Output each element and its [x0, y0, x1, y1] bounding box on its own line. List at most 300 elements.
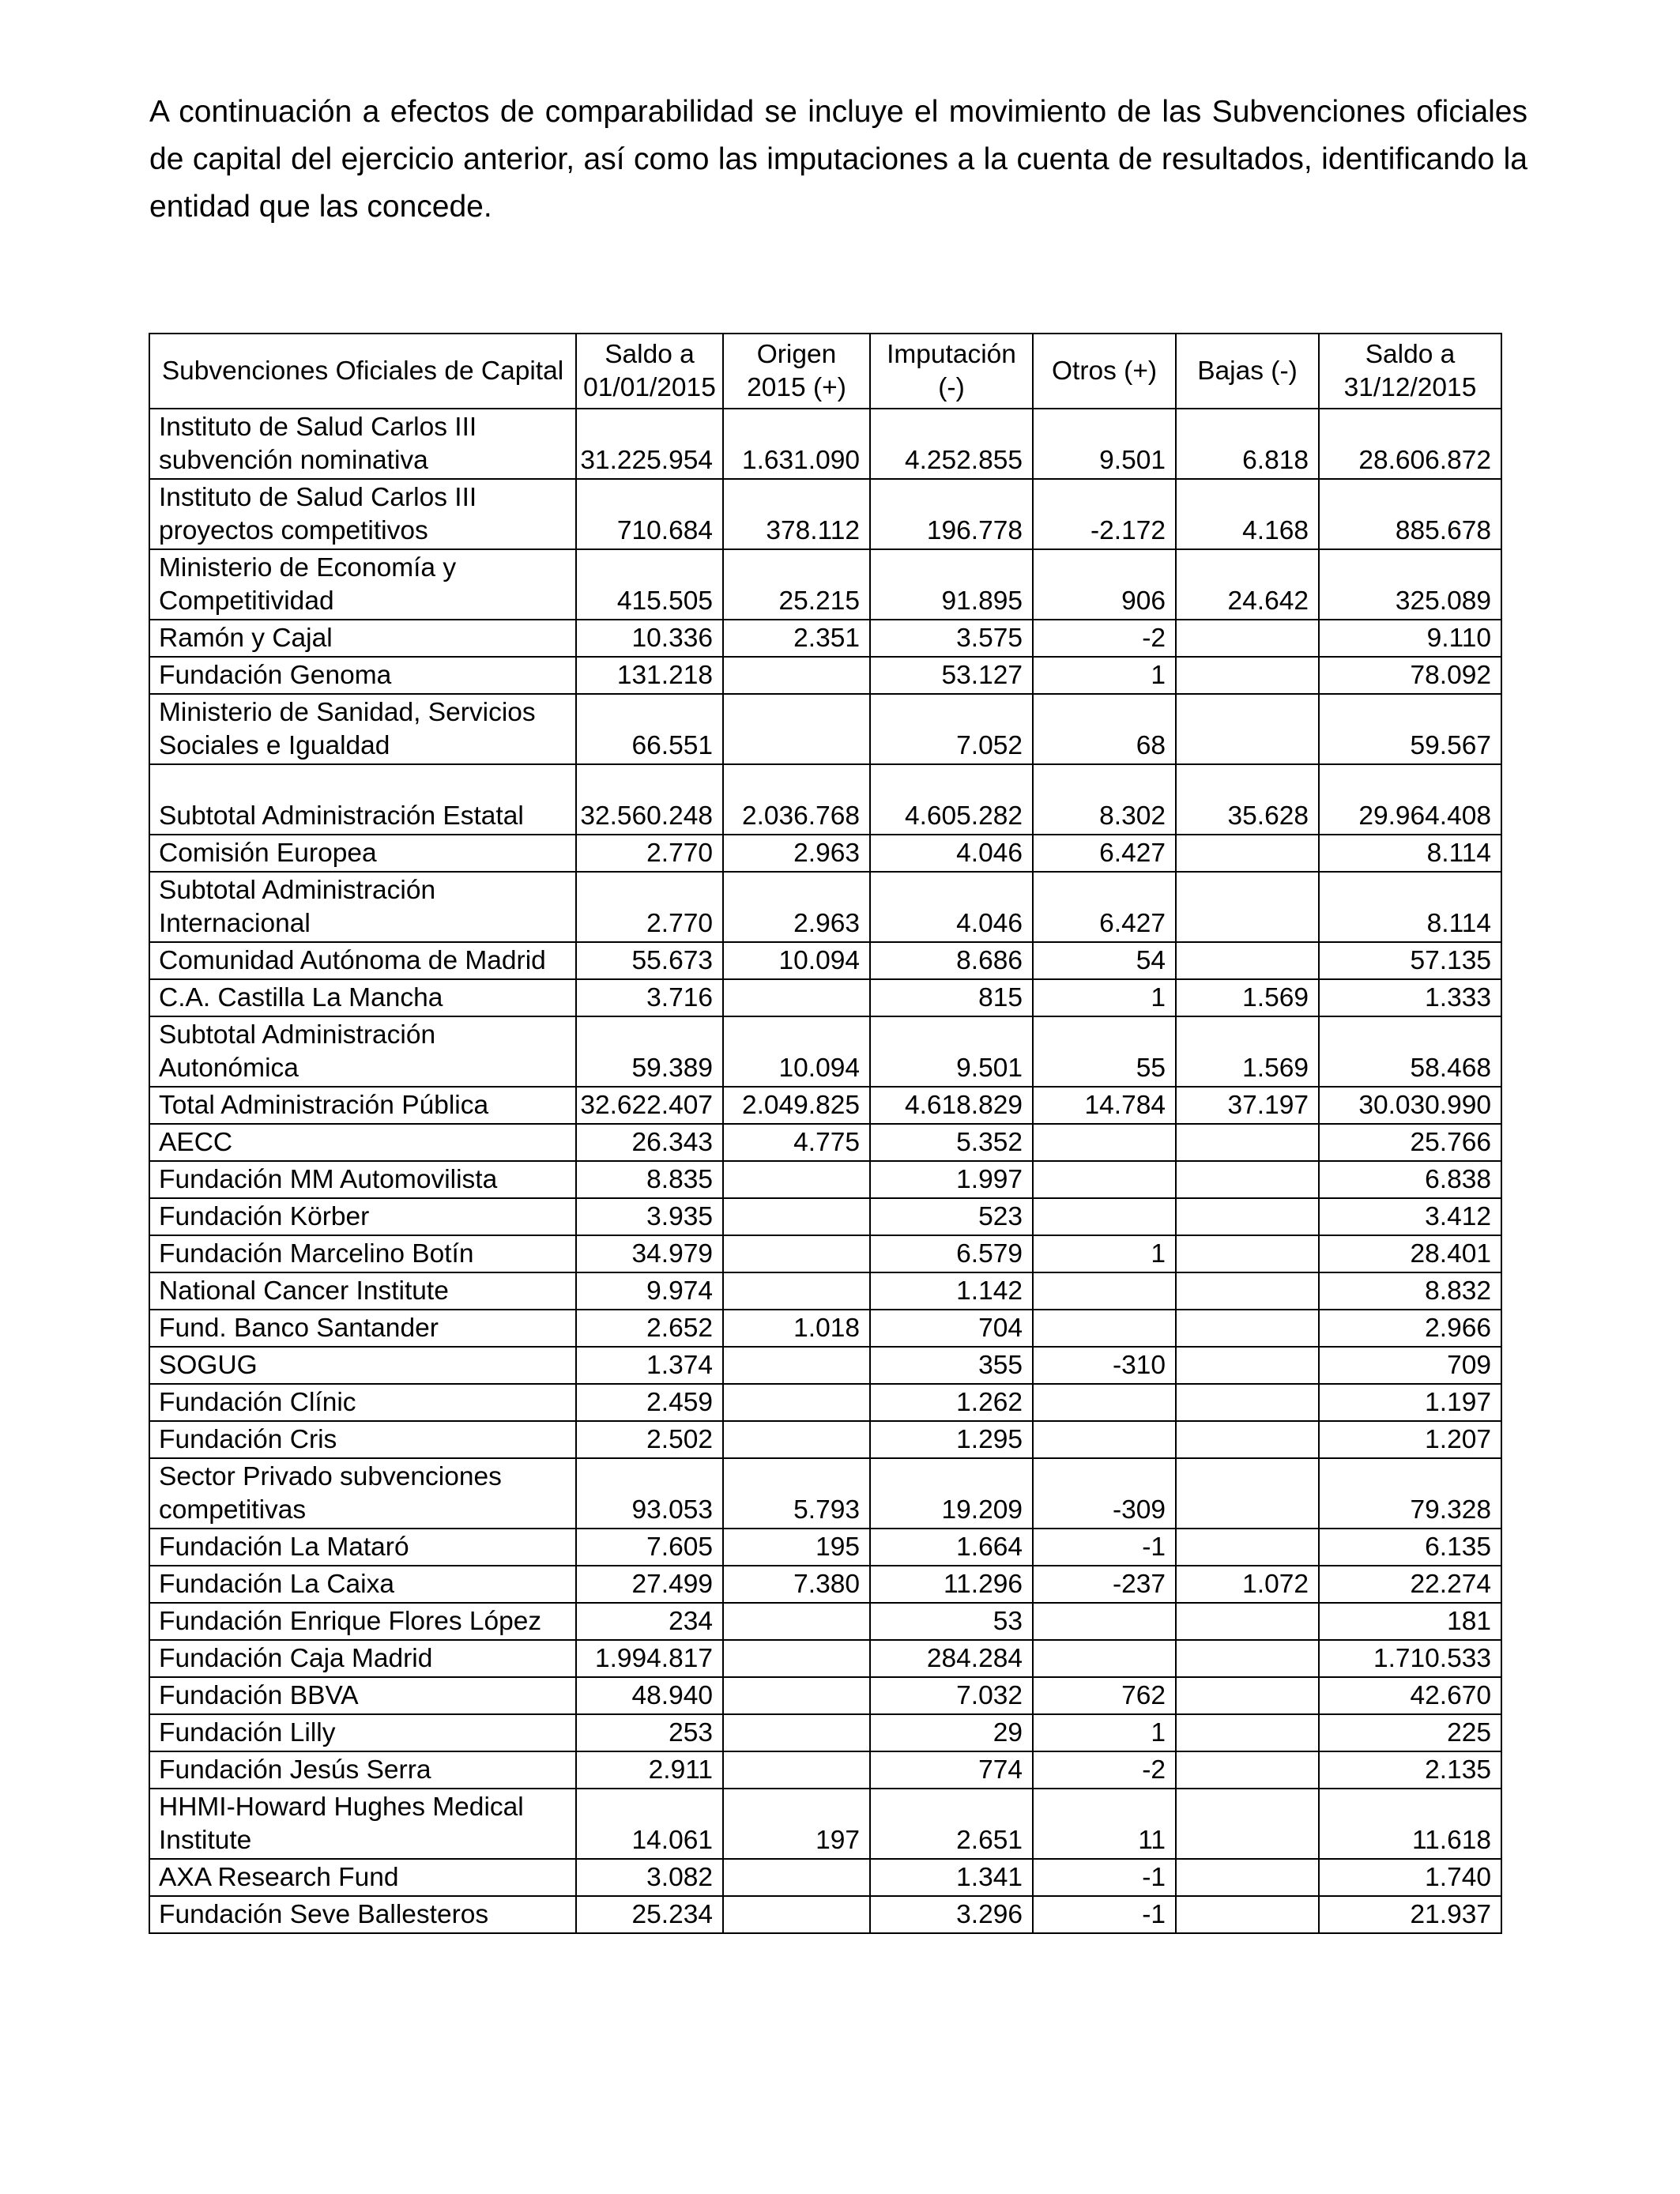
entity-name-cell	[149, 764, 576, 835]
closing-balance-cell: 1.333	[1319, 979, 1501, 1016]
imputation-cell: 523	[870, 1198, 1033, 1235]
disposals-cell: 1.569	[1176, 1016, 1319, 1087]
opening-balance-cell: 2.459	[576, 1384, 723, 1421]
imputation-cell: 53.127	[870, 657, 1033, 694]
closing-balance-cell: 3.412	[1319, 1198, 1501, 1235]
imputation-cell: 8.686	[870, 942, 1033, 979]
others-cell: -2	[1033, 620, 1176, 657]
entity-name-cell	[149, 1384, 576, 1421]
opening-balance-cell: 8.835	[576, 1161, 723, 1198]
table-row	[149, 1016, 1501, 1087]
others-cell: 14.784	[1033, 1087, 1176, 1124]
imputation-cell: 7.052	[870, 694, 1033, 764]
additions-cell	[723, 1751, 870, 1789]
additions-cell	[723, 1859, 870, 1896]
others-cell: 68	[1033, 694, 1176, 764]
imputation-cell: 11.296	[870, 1566, 1033, 1603]
table-row	[149, 764, 1501, 835]
entity-name: Ramón y Cajal	[159, 624, 333, 653]
entity-name: Fundación Clínic	[159, 1388, 356, 1417]
additions-cell: 2.963	[723, 872, 870, 942]
opening-balance-cell: 14.061	[576, 1789, 723, 1859]
entity-name-cell	[149, 979, 576, 1016]
imputation-cell: 704	[870, 1310, 1033, 1347]
entity-name: Fundación MM Automovilista	[159, 1165, 498, 1194]
additions-cell	[723, 979, 870, 1016]
imputation-cell: 1.262	[870, 1384, 1033, 1421]
entity-name: C.A. Castilla La Mancha	[159, 983, 443, 1012]
others-cell	[1033, 1124, 1176, 1161]
entity-name: Fund. Banco Santander	[159, 1314, 439, 1343]
closing-balance-cell: 8.832	[1319, 1272, 1501, 1310]
additions-cell: 7.380	[723, 1566, 870, 1603]
imputation-cell: 4.605.282	[870, 764, 1033, 835]
opening-balance-cell: 59.389	[576, 1016, 723, 1087]
table-row	[149, 1384, 1501, 1421]
disposals-cell	[1176, 942, 1319, 979]
opening-balance-cell: 234	[576, 1603, 723, 1640]
imputation-cell: 4.252.855	[870, 409, 1033, 479]
entity-name-cell	[149, 1235, 576, 1272]
closing-balance-cell: 58.468	[1319, 1016, 1501, 1087]
table-row	[149, 1714, 1501, 1751]
imputation-cell: 4.618.829	[870, 1087, 1033, 1124]
closing-balance-cell: 1.207	[1319, 1421, 1501, 1458]
others-cell	[1033, 1603, 1176, 1640]
header-opening-balance: Saldo a 01/01/2015	[576, 334, 723, 409]
table-row	[149, 1896, 1501, 1933]
entity-name: Fundación Körber	[159, 1202, 370, 1231]
closing-balance-cell: 6.135	[1319, 1529, 1501, 1566]
entity-name-cell	[149, 942, 576, 979]
disposals-cell: 37.197	[1176, 1087, 1319, 1124]
entity-name: HHMI-Howard Hughes Medical Institute	[159, 1793, 524, 1855]
entity-name: Fundación Enrique Flores López	[159, 1607, 542, 1636]
entity-name: Fundación Seve Ballesteros	[159, 1900, 489, 1929]
entity-name: Subtotal Administración Autonómica	[159, 1020, 436, 1083]
entity-name-cell	[149, 657, 576, 694]
others-cell: -1	[1033, 1529, 1176, 1566]
disposals-cell	[1176, 1896, 1319, 1933]
others-cell: 8.302	[1033, 764, 1176, 835]
disposals-cell: 35.628	[1176, 764, 1319, 835]
imputation-cell: 91.895	[870, 549, 1033, 620]
disposals-cell	[1176, 1458, 1319, 1529]
entity-name-cell	[149, 1310, 576, 1347]
table-row	[149, 620, 1501, 657]
opening-balance-cell: 9.974	[576, 1272, 723, 1310]
imputation-cell: 2.651	[870, 1789, 1033, 1859]
opening-balance-cell: 27.499	[576, 1566, 723, 1603]
entity-name-cell	[149, 1272, 576, 1310]
closing-balance-cell: 709	[1319, 1347, 1501, 1384]
disposals-cell	[1176, 1421, 1319, 1458]
others-cell: -309	[1033, 1458, 1176, 1529]
table-row	[149, 1347, 1501, 1384]
others-cell	[1033, 1161, 1176, 1198]
table-row	[149, 979, 1501, 1016]
disposals-cell	[1176, 872, 1319, 942]
additions-cell	[723, 1677, 870, 1714]
disposals-cell	[1176, 1714, 1319, 1751]
opening-balance-cell: 32.622.407	[576, 1087, 723, 1124]
entity-name-cell	[149, 1087, 576, 1124]
imputation-cell: 355	[870, 1347, 1033, 1384]
opening-balance-cell: 7.605	[576, 1529, 723, 1566]
table-row	[149, 1272, 1501, 1310]
disposals-cell: 1.569	[1176, 979, 1319, 1016]
table-row	[149, 549, 1501, 620]
closing-balance-cell: 28.606.872	[1319, 409, 1501, 479]
imputation-cell: 196.778	[870, 479, 1033, 549]
opening-balance-cell: 31.225.954	[576, 409, 723, 479]
opening-balance-cell: 253	[576, 1714, 723, 1751]
entity-name-cell	[149, 549, 576, 620]
disposals-cell	[1176, 1272, 1319, 1310]
additions-cell: 5.793	[723, 1458, 870, 1529]
closing-balance-cell: 29.964.408	[1319, 764, 1501, 835]
entity-name: Fundación BBVA	[159, 1681, 359, 1710]
table-row	[149, 1677, 1501, 1714]
disposals-cell	[1176, 657, 1319, 694]
entity-name: Comisión Europea	[159, 839, 377, 868]
others-cell: 1	[1033, 1714, 1176, 1751]
table-row	[149, 1310, 1501, 1347]
table-row	[149, 1603, 1501, 1640]
closing-balance-cell: 885.678	[1319, 479, 1501, 549]
additions-cell	[723, 1384, 870, 1421]
additions-cell: 10.094	[723, 942, 870, 979]
entity-name: Fundación Jesús Serra	[159, 1755, 431, 1785]
entity-name-cell	[149, 1789, 576, 1859]
opening-balance-cell: 2.502	[576, 1421, 723, 1458]
additions-cell	[723, 1347, 870, 1384]
closing-balance-cell: 2.966	[1319, 1310, 1501, 1347]
imputation-cell: 19.209	[870, 1458, 1033, 1529]
closing-balance-cell: 225	[1319, 1714, 1501, 1751]
opening-balance-cell: 48.940	[576, 1677, 723, 1714]
entity-name: Fundación Lilly	[159, 1718, 336, 1747]
others-cell: 11	[1033, 1789, 1176, 1859]
others-cell	[1033, 1421, 1176, 1458]
imputation-cell: 53	[870, 1603, 1033, 1640]
disposals-cell	[1176, 1603, 1319, 1640]
opening-balance-cell: 3.082	[576, 1859, 723, 1896]
entity-name: Fundación Caja Madrid	[159, 1644, 433, 1673]
closing-balance-cell: 78.092	[1319, 657, 1501, 694]
closing-balance-cell: 30.030.990	[1319, 1087, 1501, 1124]
entity-name: Ministerio de Economía y Competitividad	[159, 553, 457, 616]
entity-name-cell	[149, 1016, 576, 1087]
table-row	[149, 1458, 1501, 1529]
disposals-cell: 24.642	[1176, 549, 1319, 620]
imputation-cell: 1.997	[870, 1161, 1033, 1198]
table-row	[149, 1421, 1501, 1458]
entity-name: Fundación Marcelino Botín	[159, 1239, 474, 1269]
entity-name-cell	[149, 872, 576, 942]
imputation-cell: 6.579	[870, 1235, 1033, 1272]
additions-cell: 2.036.768	[723, 764, 870, 835]
disposals-cell	[1176, 1161, 1319, 1198]
entity-name: National Cancer Institute	[159, 1276, 449, 1306]
table-row	[149, 1640, 1501, 1677]
opening-balance-cell: 2.652	[576, 1310, 723, 1347]
additions-cell	[723, 1235, 870, 1272]
additions-cell: 195	[723, 1529, 870, 1566]
others-cell	[1033, 1198, 1176, 1235]
opening-balance-cell: 3.935	[576, 1198, 723, 1235]
others-cell	[1033, 1640, 1176, 1677]
entity-name-cell	[149, 1458, 576, 1529]
additions-cell	[723, 1421, 870, 1458]
imputation-cell: 1.295	[870, 1421, 1033, 1458]
entity-name-cell	[149, 1124, 576, 1161]
additions-cell	[723, 1161, 870, 1198]
disposals-cell	[1176, 1789, 1319, 1859]
closing-balance-cell: 21.937	[1319, 1896, 1501, 1933]
entity-name-cell	[149, 1896, 576, 1933]
others-cell	[1033, 1272, 1176, 1310]
others-cell: 1	[1033, 657, 1176, 694]
header-imputation: Imputación (-)	[870, 334, 1033, 409]
additions-cell: 10.094	[723, 1016, 870, 1087]
entity-name: Instituto de Salud Carlos III subvención nominativa	[159, 413, 477, 475]
entity-name: Comunidad Autónoma de Madrid	[159, 946, 546, 975]
opening-balance-cell: 2.911	[576, 1751, 723, 1789]
others-cell: 55	[1033, 1016, 1176, 1087]
entity-name: Ministerio de Sanidad, Servicios Sociales e Igualdad	[159, 698, 536, 760]
disposals-cell	[1176, 1640, 1319, 1677]
others-cell	[1033, 1310, 1176, 1347]
table-row	[149, 872, 1501, 942]
entity-name-cell	[149, 409, 576, 479]
closing-balance-cell: 6.838	[1319, 1161, 1501, 1198]
disposals-cell	[1176, 1347, 1319, 1384]
closing-balance-cell: 1.740	[1319, 1859, 1501, 1896]
entity-name: Subtotal Administración Estatal	[159, 801, 524, 831]
additions-cell	[723, 1198, 870, 1235]
entity-name: AECC	[159, 1128, 233, 1157]
entity-name-cell	[149, 1198, 576, 1235]
disposals-cell	[1176, 1124, 1319, 1161]
table-row	[149, 657, 1501, 694]
entity-name-cell	[149, 1714, 576, 1751]
others-cell: -310	[1033, 1347, 1176, 1384]
additions-cell: 2.963	[723, 835, 870, 872]
table-row	[149, 479, 1501, 549]
others-cell: -2	[1033, 1751, 1176, 1789]
others-cell: 6.427	[1033, 872, 1176, 942]
additions-cell: 378.112	[723, 479, 870, 549]
opening-balance-cell: 32.560.248	[576, 764, 723, 835]
disposals-cell: 1.072	[1176, 1566, 1319, 1603]
table-row	[149, 409, 1501, 479]
opening-balance-cell: 1.374	[576, 1347, 723, 1384]
others-cell: 54	[1033, 942, 1176, 979]
header-others: Otros (+)	[1033, 334, 1176, 409]
closing-balance-cell: 59.567	[1319, 694, 1501, 764]
entity-name: Fundación Genoma	[159, 661, 392, 690]
disposals-cell	[1176, 1310, 1319, 1347]
table-row	[149, 1566, 1501, 1603]
entity-name: SOGUG	[159, 1351, 258, 1380]
additions-cell	[723, 1640, 870, 1677]
imputation-cell: 5.352	[870, 1124, 1033, 1161]
opening-balance-cell: 415.505	[576, 549, 723, 620]
entity-name-cell	[149, 1677, 576, 1714]
disposals-cell	[1176, 1235, 1319, 1272]
others-cell	[1033, 1384, 1176, 1421]
imputation-cell: 3.296	[870, 1896, 1033, 1933]
closing-balance-cell: 8.114	[1319, 872, 1501, 942]
additions-cell	[723, 694, 870, 764]
table-row	[149, 1789, 1501, 1859]
others-cell: -2.172	[1033, 479, 1176, 549]
others-cell: -237	[1033, 1566, 1176, 1603]
disposals-cell: 4.168	[1176, 479, 1319, 549]
table-row	[149, 1235, 1501, 1272]
entity-name: Subtotal Administración Internacional	[159, 876, 436, 938]
entity-name-cell	[149, 1859, 576, 1896]
closing-balance-cell: 79.328	[1319, 1458, 1501, 1529]
entity-name: Sector Privado subvenciones competitivas	[159, 1462, 502, 1525]
opening-balance-cell: 710.684	[576, 479, 723, 549]
table-row	[149, 942, 1501, 979]
opening-balance-cell: 93.053	[576, 1458, 723, 1529]
opening-balance-cell: 66.551	[576, 694, 723, 764]
closing-balance-cell: 11.618	[1319, 1789, 1501, 1859]
others-cell: 9.501	[1033, 409, 1176, 479]
closing-balance-cell: 57.135	[1319, 942, 1501, 979]
table-row	[149, 1859, 1501, 1896]
additions-cell: 4.775	[723, 1124, 870, 1161]
imputation-cell: 815	[870, 979, 1033, 1016]
others-cell: 906	[1033, 549, 1176, 620]
closing-balance-cell: 42.670	[1319, 1677, 1501, 1714]
opening-balance-cell: 3.716	[576, 979, 723, 1016]
entity-name-cell	[149, 1640, 576, 1677]
entity-name: Fundación La Caixa	[159, 1570, 394, 1599]
others-cell: -1	[1033, 1859, 1176, 1896]
table-header-row	[149, 334, 1501, 409]
opening-balance-cell: 10.336	[576, 620, 723, 657]
imputation-cell: 4.046	[870, 872, 1033, 942]
opening-balance-cell: 2.770	[576, 872, 723, 942]
imputation-cell: 29	[870, 1714, 1033, 1751]
table-row	[149, 1124, 1501, 1161]
imputation-cell: 1.142	[870, 1272, 1033, 1310]
entity-name-cell	[149, 1161, 576, 1198]
additions-cell	[723, 657, 870, 694]
additions-cell: 197	[723, 1789, 870, 1859]
entity-name: Fundación La Mataró	[159, 1532, 409, 1562]
table-body	[149, 409, 1501, 1933]
additions-cell	[723, 1896, 870, 1933]
table-row	[149, 694, 1501, 764]
closing-balance-cell: 1.710.533	[1319, 1640, 1501, 1677]
additions-cell: 25.215	[723, 549, 870, 620]
disposals-cell	[1176, 1198, 1319, 1235]
additions-cell: 1.018	[723, 1310, 870, 1347]
header-closing-balance: Saldo a 31/12/2015	[1319, 334, 1501, 409]
additions-cell: 2.351	[723, 620, 870, 657]
opening-balance-cell: 34.979	[576, 1235, 723, 1272]
closing-balance-cell: 8.114	[1319, 835, 1501, 872]
entity-name: AXA Research Fund	[159, 1863, 399, 1892]
entity-name-cell	[149, 1529, 576, 1566]
others-cell: 1	[1033, 979, 1176, 1016]
entity-name-cell	[149, 1603, 576, 1640]
entity-name-cell	[149, 1421, 576, 1458]
table-row	[149, 835, 1501, 872]
imputation-cell: 7.032	[870, 1677, 1033, 1714]
disposals-cell: 6.818	[1176, 409, 1319, 479]
disposals-cell	[1176, 694, 1319, 764]
others-cell: -1	[1033, 1896, 1176, 1933]
disposals-cell	[1176, 1859, 1319, 1896]
closing-balance-cell: 2.135	[1319, 1751, 1501, 1789]
closing-balance-cell: 22.274	[1319, 1566, 1501, 1603]
entity-name: Fundación Cris	[159, 1425, 337, 1454]
disposals-cell	[1176, 1529, 1319, 1566]
disposals-cell	[1176, 1751, 1319, 1789]
others-cell: 1	[1033, 1235, 1176, 1272]
header-disposals: Bajas (-)	[1176, 334, 1319, 409]
imputation-cell: 774	[870, 1751, 1033, 1789]
entity-name: Instituto de Salud Carlos III proyectos competitivos	[159, 483, 477, 545]
entity-name-cell	[149, 1347, 576, 1384]
imputation-cell: 3.575	[870, 620, 1033, 657]
entity-name-cell	[149, 1566, 576, 1603]
table-row	[149, 1161, 1501, 1198]
additions-cell	[723, 1714, 870, 1751]
table-row	[149, 1529, 1501, 1566]
intro-paragraph: A continuación a efectos de comparabilidad se incluye el movimiento de las Subvenciones oficiales de capital del ejercicio anterior, así como las imputaciones a la cuenta de resultados, identificando la entidad que las concede.	[149, 95, 1527, 224]
table-row	[149, 1751, 1501, 1789]
closing-balance-cell: 9.110	[1319, 620, 1501, 657]
entity-name: Total Administración Pública	[159, 1091, 489, 1120]
subsidies-table	[149, 333, 1502, 1934]
header-additions: Origen 2015 (+)	[723, 334, 870, 409]
entity-name-cell	[149, 479, 576, 549]
closing-balance-cell: 325.089	[1319, 549, 1501, 620]
disposals-cell	[1176, 1384, 1319, 1421]
opening-balance-cell: 25.234	[576, 1896, 723, 1933]
imputation-cell: 1.664	[870, 1529, 1033, 1566]
entity-name-cell	[149, 620, 576, 657]
additions-cell: 2.049.825	[723, 1087, 870, 1124]
opening-balance-cell: 2.770	[576, 835, 723, 872]
others-cell: 762	[1033, 1677, 1176, 1714]
entity-name-cell	[149, 694, 576, 764]
table-row	[149, 1198, 1501, 1235]
table-row	[149, 1087, 1501, 1124]
imputation-cell: 9.501	[870, 1016, 1033, 1087]
header-entity: Subvenciones Oficiales de Capital	[149, 334, 576, 409]
opening-balance-cell: 26.343	[576, 1124, 723, 1161]
entity-name-cell	[149, 835, 576, 872]
others-cell: 6.427	[1033, 835, 1176, 872]
additions-cell: 1.631.090	[723, 409, 870, 479]
opening-balance-cell: 131.218	[576, 657, 723, 694]
closing-balance-cell: 25.766	[1319, 1124, 1501, 1161]
additions-cell	[723, 1603, 870, 1640]
disposals-cell	[1176, 1677, 1319, 1714]
imputation-cell: 4.046	[870, 835, 1033, 872]
opening-balance-cell: 1.994.817	[576, 1640, 723, 1677]
imputation-cell: 284.284	[870, 1640, 1033, 1677]
closing-balance-cell: 1.197	[1319, 1384, 1501, 1421]
